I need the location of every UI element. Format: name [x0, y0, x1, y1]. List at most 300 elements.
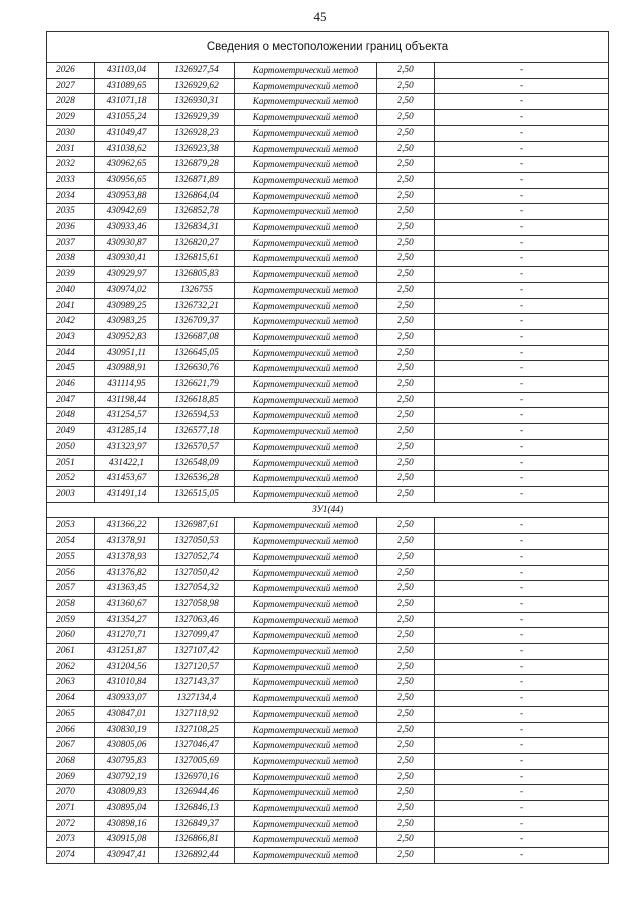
y-coordinate-cell: 1326594,53: [159, 408, 235, 424]
point-number-cell: 2058: [47, 596, 95, 612]
table-title: Сведения о местоположении границ объекта: [47, 32, 609, 63]
description-cell: -: [435, 94, 609, 110]
description-cell: -: [435, 722, 609, 738]
accuracy-cell: 2,50: [377, 298, 435, 314]
point-number-cell: 2043: [47, 329, 95, 345]
point-number-cell: 2047: [47, 392, 95, 408]
y-coordinate-cell: 1326630,76: [159, 361, 235, 377]
x-coordinate-cell: 431055,24: [95, 110, 159, 126]
description-cell: -: [435, 628, 609, 644]
x-coordinate-cell: 431071,18: [95, 94, 159, 110]
accuracy-cell: 2,50: [377, 722, 435, 738]
x-coordinate-cell: 430847,01: [95, 706, 159, 722]
x-coordinate-cell: 430805,06: [95, 738, 159, 754]
x-coordinate-cell: 430989,25: [95, 298, 159, 314]
boundary-coordinates-table: [46, 31, 609, 864]
y-coordinate-cell: 1326864,04: [159, 188, 235, 204]
method-cell: Картометрический метод: [235, 157, 377, 173]
table-row: [47, 377, 609, 393]
accuracy-cell: 2,50: [377, 408, 435, 424]
x-coordinate-cell: 431114,95: [95, 377, 159, 393]
page-number: 45: [313, 9, 327, 24]
description-cell: -: [435, 298, 609, 314]
table-row: [47, 172, 609, 188]
x-coordinate-cell: 431323,97: [95, 439, 159, 455]
method-cell: Картометрический метод: [235, 424, 377, 440]
description-cell: -: [435, 518, 609, 534]
point-number-cell: 2032: [47, 157, 95, 173]
description-cell: -: [435, 345, 609, 361]
description-cell: -: [435, 235, 609, 251]
point-number-cell: 2068: [47, 753, 95, 769]
x-coordinate-cell: 431453,67: [95, 471, 159, 487]
table-row: [47, 596, 609, 612]
x-coordinate-cell: 430929,97: [95, 267, 159, 283]
y-coordinate-cell: 1326892,44: [159, 848, 235, 864]
accuracy-cell: 2,50: [377, 392, 435, 408]
y-coordinate-cell: 1327050,53: [159, 534, 235, 550]
method-cell: Картометрический метод: [235, 345, 377, 361]
y-coordinate-cell: 1326618,85: [159, 392, 235, 408]
point-number-cell: 2044: [47, 345, 95, 361]
method-cell: Картометрический метод: [235, 596, 377, 612]
point-number-cell: 2057: [47, 581, 95, 597]
table-row: [47, 455, 609, 471]
y-coordinate-cell: 1327054,32: [159, 581, 235, 597]
description-cell: -: [435, 534, 609, 550]
method-cell: Картометрический метод: [235, 329, 377, 345]
accuracy-cell: 2,50: [377, 314, 435, 330]
point-number-cell: 2066: [47, 722, 95, 738]
description-cell: -: [435, 110, 609, 126]
method-cell: Картометрический метод: [235, 659, 377, 675]
x-coordinate-cell: 431285,14: [95, 424, 159, 440]
description-cell: -: [435, 267, 609, 283]
table-row: [47, 848, 609, 864]
x-coordinate-cell: 431363,45: [95, 581, 159, 597]
table-title-row: [47, 32, 609, 63]
accuracy-cell: 2,50: [377, 848, 435, 864]
table-row: [47, 753, 609, 769]
table-row: [47, 361, 609, 377]
y-coordinate-cell: 1326645,05: [159, 345, 235, 361]
y-coordinate-cell: 1327046,47: [159, 738, 235, 754]
accuracy-cell: 2,50: [377, 94, 435, 110]
point-number-cell: 2003: [47, 486, 95, 502]
method-cell: Картометрический метод: [235, 94, 377, 110]
table-row: [47, 769, 609, 785]
table-row: [47, 282, 609, 298]
description-cell: -: [435, 644, 609, 660]
method-cell: Картометрический метод: [235, 251, 377, 267]
point-number-cell: 2062: [47, 659, 95, 675]
accuracy-cell: 2,50: [377, 612, 435, 628]
method-cell: Картометрический метод: [235, 518, 377, 534]
method-cell: Картометрический метод: [235, 78, 377, 94]
method-cell: Картометрический метод: [235, 675, 377, 691]
y-coordinate-cell: 1327134,4: [159, 691, 235, 707]
accuracy-cell: 2,50: [377, 267, 435, 283]
y-coordinate-cell: 1326687,08: [159, 329, 235, 345]
description-cell: -: [435, 204, 609, 220]
description-cell: -: [435, 486, 609, 502]
x-coordinate-cell: 430983,25: [95, 314, 159, 330]
y-coordinate-cell: 1326866,81: [159, 832, 235, 848]
method-cell: Картометрический метод: [235, 125, 377, 141]
point-number-cell: 2026: [47, 63, 95, 79]
description-cell: -: [435, 675, 609, 691]
accuracy-cell: 2,50: [377, 125, 435, 141]
y-coordinate-cell: 1327058,98: [159, 596, 235, 612]
table-row: [47, 706, 609, 722]
x-coordinate-cell: 430951,11: [95, 345, 159, 361]
table-row: [47, 204, 609, 220]
description-cell: -: [435, 848, 609, 864]
accuracy-cell: 2,50: [377, 801, 435, 817]
y-coordinate-cell: 1326923,38: [159, 141, 235, 157]
accuracy-cell: 2,50: [377, 251, 435, 267]
method-cell: Картометрический метод: [235, 392, 377, 408]
x-coordinate-cell: 430988,91: [95, 361, 159, 377]
accuracy-cell: 2,50: [377, 581, 435, 597]
method-cell: Картометрический метод: [235, 298, 377, 314]
x-coordinate-cell: 431360,67: [95, 596, 159, 612]
method-cell: Картометрический метод: [235, 141, 377, 157]
accuracy-cell: 2,50: [377, 596, 435, 612]
table-row: [47, 392, 609, 408]
y-coordinate-cell: 1326820,27: [159, 235, 235, 251]
point-number-cell: 2053: [47, 518, 95, 534]
table-row: [47, 644, 609, 660]
x-coordinate-cell: 431378,93: [95, 549, 159, 565]
table-row: [47, 534, 609, 550]
x-coordinate-cell: 430809,83: [95, 785, 159, 801]
accuracy-cell: 2,50: [377, 110, 435, 126]
y-coordinate-cell: 1326929,62: [159, 78, 235, 94]
accuracy-cell: 2,50: [377, 345, 435, 361]
table-row: [47, 94, 609, 110]
description-cell: -: [435, 377, 609, 393]
y-coordinate-cell: 1326548,09: [159, 455, 235, 471]
method-cell: Картометрический метод: [235, 188, 377, 204]
method-cell: Картометрический метод: [235, 753, 377, 769]
point-number-cell: 2048: [47, 408, 95, 424]
table-row: [47, 125, 609, 141]
method-cell: Картометрический метод: [235, 110, 377, 126]
table-row: [47, 251, 609, 267]
method-cell: Картометрический метод: [235, 644, 377, 660]
method-cell: Картометрический метод: [235, 706, 377, 722]
table-row: [47, 267, 609, 283]
section-label: ЗУ1(44): [47, 502, 609, 518]
table-row: [47, 188, 609, 204]
y-coordinate-cell: 1326849,37: [159, 816, 235, 832]
accuracy-cell: 2,50: [377, 486, 435, 502]
accuracy-cell: 2,50: [377, 565, 435, 581]
table-row: [47, 612, 609, 628]
description-cell: -: [435, 157, 609, 173]
point-number-cell: 2059: [47, 612, 95, 628]
accuracy-cell: 2,50: [377, 706, 435, 722]
point-number-cell: 2033: [47, 172, 95, 188]
description-cell: -: [435, 565, 609, 581]
description-cell: -: [435, 125, 609, 141]
description-cell: -: [435, 659, 609, 675]
y-coordinate-cell: 1326879,28: [159, 157, 235, 173]
x-coordinate-cell: 431376,82: [95, 565, 159, 581]
table-row: [47, 408, 609, 424]
accuracy-cell: 2,50: [377, 518, 435, 534]
point-number-cell: 2030: [47, 125, 95, 141]
description-cell: -: [435, 832, 609, 848]
x-coordinate-cell: 431010,84: [95, 675, 159, 691]
accuracy-cell: 2,50: [377, 188, 435, 204]
method-cell: Картометрический метод: [235, 738, 377, 754]
y-coordinate-cell: 1326970,16: [159, 769, 235, 785]
table-row: [47, 581, 609, 597]
accuracy-cell: 2,50: [377, 691, 435, 707]
accuracy-cell: 2,50: [377, 157, 435, 173]
table-row: [47, 141, 609, 157]
accuracy-cell: 2,50: [377, 78, 435, 94]
x-coordinate-cell: 430933,07: [95, 691, 159, 707]
table-row: [47, 785, 609, 801]
x-coordinate-cell: 430933,46: [95, 220, 159, 236]
y-coordinate-cell: 1327120,57: [159, 659, 235, 675]
point-number-cell: 2063: [47, 675, 95, 691]
x-coordinate-cell: 430930,87: [95, 235, 159, 251]
method-cell: Картометрический метод: [235, 722, 377, 738]
accuracy-cell: 2,50: [377, 738, 435, 754]
x-coordinate-cell: 431204,56: [95, 659, 159, 675]
point-number-cell: 2069: [47, 769, 95, 785]
point-number-cell: 2028: [47, 94, 95, 110]
accuracy-cell: 2,50: [377, 172, 435, 188]
point-number-cell: 2045: [47, 361, 95, 377]
point-number-cell: 2052: [47, 471, 95, 487]
y-coordinate-cell: 1327050,42: [159, 565, 235, 581]
accuracy-cell: 2,50: [377, 816, 435, 832]
accuracy-cell: 2,50: [377, 204, 435, 220]
description-cell: -: [435, 596, 609, 612]
point-number-cell: 2072: [47, 816, 95, 832]
method-cell: Картометрический метод: [235, 581, 377, 597]
point-number-cell: 2060: [47, 628, 95, 644]
accuracy-cell: 2,50: [377, 659, 435, 675]
method-cell: Картометрический метод: [235, 628, 377, 644]
accuracy-cell: 2,50: [377, 644, 435, 660]
method-cell: Картометрический метод: [235, 235, 377, 251]
table-row: [47, 722, 609, 738]
description-cell: -: [435, 471, 609, 487]
x-coordinate-cell: 430953,88: [95, 188, 159, 204]
x-coordinate-cell: 430930,41: [95, 251, 159, 267]
x-coordinate-cell: 431049,47: [95, 125, 159, 141]
x-coordinate-cell: 431422,1: [95, 455, 159, 471]
point-number-cell: 2041: [47, 298, 95, 314]
y-coordinate-cell: 1326929,39: [159, 110, 235, 126]
table-row: [47, 345, 609, 361]
accuracy-cell: 2,50: [377, 549, 435, 565]
description-cell: -: [435, 220, 609, 236]
x-coordinate-cell: 430830,19: [95, 722, 159, 738]
y-coordinate-cell: 1326515,05: [159, 486, 235, 502]
x-coordinate-cell: 430947,41: [95, 848, 159, 864]
table-row: [47, 675, 609, 691]
point-number-cell: 2037: [47, 235, 95, 251]
y-coordinate-cell: 1326570,57: [159, 439, 235, 455]
x-coordinate-cell: 431254,57: [95, 408, 159, 424]
description-cell: -: [435, 188, 609, 204]
point-number-cell: 2056: [47, 565, 95, 581]
y-coordinate-cell: 1326987,61: [159, 518, 235, 534]
point-number-cell: 2073: [47, 832, 95, 848]
method-cell: Картометрический метод: [235, 565, 377, 581]
description-cell: -: [435, 424, 609, 440]
point-number-cell: 2051: [47, 455, 95, 471]
method-cell: Картометрический метод: [235, 785, 377, 801]
section-row: [47, 502, 609, 518]
point-number-cell: 2074: [47, 848, 95, 864]
y-coordinate-cell: 1326621,79: [159, 377, 235, 393]
y-coordinate-cell: 1327099,47: [159, 628, 235, 644]
table-row: [47, 63, 609, 79]
description-cell: -: [435, 738, 609, 754]
y-coordinate-cell: 1326871,89: [159, 172, 235, 188]
point-number-cell: 2038: [47, 251, 95, 267]
accuracy-cell: 2,50: [377, 832, 435, 848]
table-row: [47, 549, 609, 565]
point-number-cell: 2042: [47, 314, 95, 330]
x-coordinate-cell: 431354,27: [95, 612, 159, 628]
description-cell: -: [435, 769, 609, 785]
point-number-cell: 2065: [47, 706, 95, 722]
table-body: [47, 32, 609, 864]
table-row: [47, 298, 609, 314]
method-cell: Картометрический метод: [235, 408, 377, 424]
accuracy-cell: 2,50: [377, 424, 435, 440]
method-cell: Картометрический метод: [235, 455, 377, 471]
description-cell: -: [435, 78, 609, 94]
x-coordinate-cell: 431378,91: [95, 534, 159, 550]
table-row: [47, 816, 609, 832]
point-number-cell: 2035: [47, 204, 95, 220]
y-coordinate-cell: 1326927,54: [159, 63, 235, 79]
method-cell: Картометрический метод: [235, 848, 377, 864]
description-cell: -: [435, 392, 609, 408]
x-coordinate-cell: 430962,65: [95, 157, 159, 173]
y-coordinate-cell: 1327108,25: [159, 722, 235, 738]
y-coordinate-cell: 1327107,42: [159, 644, 235, 660]
y-coordinate-cell: 1326755: [159, 282, 235, 298]
point-number-cell: 2067: [47, 738, 95, 754]
method-cell: Картометрический метод: [235, 801, 377, 817]
accuracy-cell: 2,50: [377, 675, 435, 691]
x-coordinate-cell: 431103,04: [95, 63, 159, 79]
method-cell: Картометрический метод: [235, 377, 377, 393]
description-cell: -: [435, 549, 609, 565]
y-coordinate-cell: 1326928,23: [159, 125, 235, 141]
table-row: [47, 628, 609, 644]
method-cell: Картометрический метод: [235, 204, 377, 220]
description-cell: -: [435, 816, 609, 832]
accuracy-cell: 2,50: [377, 471, 435, 487]
table-row: [47, 235, 609, 251]
method-cell: Картометрический метод: [235, 816, 377, 832]
y-coordinate-cell: 1326732,21: [159, 298, 235, 314]
x-coordinate-cell: 431270,71: [95, 628, 159, 644]
y-coordinate-cell: 1326577,18: [159, 424, 235, 440]
y-coordinate-cell: 1326536,28: [159, 471, 235, 487]
point-number-cell: 2070: [47, 785, 95, 801]
accuracy-cell: 2,50: [377, 769, 435, 785]
x-coordinate-cell: 430792,19: [95, 769, 159, 785]
description-cell: -: [435, 314, 609, 330]
method-cell: Картометрический метод: [235, 63, 377, 79]
y-coordinate-cell: 1326805,83: [159, 267, 235, 283]
y-coordinate-cell: 1326930,31: [159, 94, 235, 110]
method-cell: Картометрический метод: [235, 769, 377, 785]
accuracy-cell: 2,50: [377, 235, 435, 251]
point-number-cell: 2036: [47, 220, 95, 236]
description-cell: -: [435, 706, 609, 722]
y-coordinate-cell: 1327052,74: [159, 549, 235, 565]
table-row: [47, 329, 609, 345]
point-number-cell: 2050: [47, 439, 95, 455]
point-number-cell: 2061: [47, 644, 95, 660]
y-coordinate-cell: 1326944,46: [159, 785, 235, 801]
point-number-cell: 2054: [47, 534, 95, 550]
point-number-cell: 2064: [47, 691, 95, 707]
point-number-cell: 2027: [47, 78, 95, 94]
description-cell: -: [435, 329, 609, 345]
x-coordinate-cell: 431366,22: [95, 518, 159, 534]
x-coordinate-cell: 430898,16: [95, 816, 159, 832]
method-cell: Картометрический метод: [235, 612, 377, 628]
description-cell: -: [435, 691, 609, 707]
table-row: [47, 314, 609, 330]
table-row: [47, 738, 609, 754]
point-number-cell: 2031: [47, 141, 95, 157]
point-number-cell: 2029: [47, 110, 95, 126]
method-cell: Картометрический метод: [235, 282, 377, 298]
y-coordinate-cell: 1326852,78: [159, 204, 235, 220]
method-cell: Картометрический метод: [235, 486, 377, 502]
accuracy-cell: 2,50: [377, 361, 435, 377]
table-row: [47, 801, 609, 817]
table-row: [47, 832, 609, 848]
table-row: [47, 565, 609, 581]
point-number-cell: 2039: [47, 267, 95, 283]
table-row: [47, 486, 609, 502]
x-coordinate-cell: 431198,44: [95, 392, 159, 408]
table-row: [47, 471, 609, 487]
point-number-cell: 2049: [47, 424, 95, 440]
description-cell: -: [435, 282, 609, 298]
accuracy-cell: 2,50: [377, 377, 435, 393]
table-row: [47, 157, 609, 173]
accuracy-cell: 2,50: [377, 753, 435, 769]
table-row: [47, 110, 609, 126]
description-cell: -: [435, 801, 609, 817]
x-coordinate-cell: 430942,69: [95, 204, 159, 220]
description-cell: -: [435, 361, 609, 377]
accuracy-cell: 2,50: [377, 329, 435, 345]
description-cell: -: [435, 455, 609, 471]
y-coordinate-cell: 1327118,92: [159, 706, 235, 722]
x-coordinate-cell: 430956,65: [95, 172, 159, 188]
table-row: [47, 659, 609, 675]
